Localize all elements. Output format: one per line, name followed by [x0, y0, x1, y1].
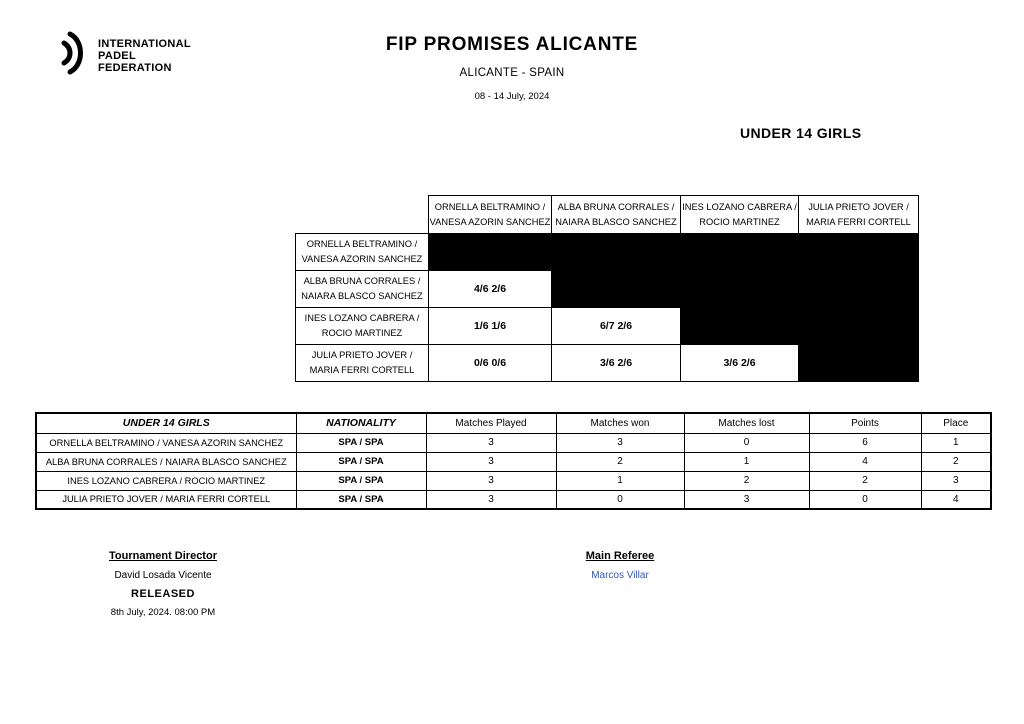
team-name-line: VANESA AZORIN SANCHEZ: [429, 216, 551, 227]
team-name-line: INES LOZANO CABRERA /: [304, 313, 420, 323]
standings-team-cell: INES LOZANO CABRERA / ROCIO MARTINEZ: [36, 471, 296, 490]
standings-header-nationality: NATIONALITY: [296, 413, 426, 433]
tournament-director-label: Tournament Director: [109, 550, 217, 562]
standings-played-cell: 3: [426, 433, 556, 452]
standings-points-cell: 2: [809, 471, 921, 490]
blocked-cell: [799, 345, 919, 382]
team-name-line: NAIARA BLASCO SANCHEZ: [301, 291, 423, 301]
tournament-director-name: David Losada Vicente: [114, 570, 212, 581]
team-name-line: MARIA FERRI CORTELL: [309, 365, 415, 375]
standings-header-lost: Matches lost: [684, 413, 809, 433]
standings-won-cell: 3: [556, 433, 684, 452]
standings-won-cell: 2: [556, 452, 684, 471]
standings-won-cell: 1: [556, 471, 684, 490]
category-title: UNDER 14 GIRLS: [740, 125, 862, 141]
matrix-row-header-team-4: [296, 345, 429, 382]
standings-place-cell: 1: [921, 433, 991, 452]
standings-nationality-cell: SPA / SPA: [296, 433, 426, 452]
team-name-line: NAIARA BLASCO SANCHEZ: [555, 216, 677, 227]
standings-played-cell: 3: [426, 490, 556, 509]
standings-header-place: Place: [921, 413, 991, 433]
match-score-cell: 0/6 0/6: [429, 345, 552, 382]
matrix-col-header-team-4: [799, 196, 919, 234]
standings-team-cell: JULIA PRIETO JOVER / MARIA FERRI CORTELL: [36, 490, 296, 509]
standings-place-cell: 2: [921, 452, 991, 471]
team-name-line: ORNELLA BELTRAMINO /: [434, 201, 546, 212]
matrix-corner: [296, 196, 429, 234]
standings-header-played: Matches Played: [426, 413, 556, 433]
matrix-row-header-team-3: [296, 308, 429, 345]
team-name-line: VANESA AZORIN SANCHEZ: [301, 254, 423, 264]
standings-lost-cell: 3: [684, 490, 809, 509]
event-location: ALICANTE - SPAIN: [459, 67, 565, 79]
standings-place-cell: 3: [921, 471, 991, 490]
matrix-row-header-team-1: [296, 234, 429, 271]
page-title: FIP PROMISES ALICANTE: [385, 34, 639, 55]
standings-lost-cell: 1: [684, 452, 809, 471]
standings-points-cell: 4: [809, 452, 921, 471]
logo-line-2: PADEL: [98, 49, 136, 62]
team-name-line: MARIA FERRI CORTELL: [806, 216, 911, 227]
standings-table: [35, 412, 992, 510]
matrix-col-header-team-2: [552, 196, 681, 234]
team-name-line: JULIA PRIETO JOVER /: [311, 350, 413, 360]
standings-header-category: UNDER 14 GIRLS: [36, 413, 296, 433]
blocked-cell: [552, 271, 681, 308]
team-name-line: JULIA PRIETO JOVER /: [808, 201, 909, 212]
main-referee-block: [558, 550, 682, 581]
team-name-line: ORNELLA BELTRAMINO /: [306, 239, 418, 249]
standings-lost-cell: 2: [684, 471, 809, 490]
standings-points-cell: 0: [809, 490, 921, 509]
standings-won-cell: 0: [556, 490, 684, 509]
standings-nationality-cell: SPA / SPA: [296, 452, 426, 471]
standings-points-cell: 6: [809, 433, 921, 452]
logo-line-1: INTERNATIONAL: [98, 37, 191, 50]
standings-nationality-cell: SPA / SPA: [296, 471, 426, 490]
matrix-col-header-team-1: [429, 196, 552, 234]
standings-header-won: Matches won: [556, 413, 684, 433]
standings-header-points: Points: [809, 413, 921, 433]
matrix-header-row: [296, 196, 919, 234]
matrix-row-team-3: [296, 308, 919, 345]
logo-line-3: FEDERATION: [98, 61, 172, 74]
match-score-cell: 1/6 1/6: [429, 308, 552, 345]
match-score-cell: 3/6 2/6: [681, 345, 799, 382]
standings-row: [36, 452, 991, 471]
standings-row: [36, 471, 991, 490]
match-score-cell: 3/6 2/6: [552, 345, 681, 382]
standings-row: [36, 490, 991, 509]
blocked-cell: [799, 308, 919, 345]
team-name-line: ROCIO MARTINEZ: [321, 328, 403, 338]
standings-nationality-cell: SPA / SPA: [296, 490, 426, 509]
release-timestamp: 8th July, 2024. 08:00 PM: [110, 607, 216, 618]
standings-header-row: [36, 413, 991, 433]
match-score-cell: 6/7 2/6: [552, 308, 681, 345]
matrix-col-header-team-3: [681, 196, 799, 234]
tournament-director-block: [84, 550, 242, 618]
blocked-cell: [681, 271, 799, 308]
blocked-cell: [552, 234, 681, 271]
matrix-row-team-1: [296, 234, 919, 271]
standings-team-cell: ALBA BRUNA CORRALES / NAIARA BLASCO SANCHEZ: [36, 452, 296, 471]
blocked-cell: [681, 234, 799, 271]
matrix-row-team-4: [296, 345, 919, 382]
released-status: RELEASED: [131, 588, 195, 600]
standings-played-cell: 3: [426, 452, 556, 471]
matrix-row-header-team-2: [296, 271, 429, 308]
blocked-cell: [681, 308, 799, 345]
team-name-line: ROCIO MARTINEZ: [699, 216, 780, 227]
standings-lost-cell: 0: [684, 433, 809, 452]
team-name-line: ALBA BRUNA CORRALES /: [557, 201, 675, 212]
referee-name[interactable]: Marcos Villar: [591, 570, 649, 581]
blocked-cell: [429, 234, 552, 271]
team-name-line: ALBA BRUNA CORRALES /: [303, 276, 421, 286]
standings-row: [36, 433, 991, 452]
match-score-cell: 4/6 2/6: [429, 271, 552, 308]
round-robin-matrix: [295, 195, 919, 382]
matrix-row-team-2: [296, 271, 919, 308]
blocked-cell: [799, 271, 919, 308]
standings-played-cell: 3: [426, 471, 556, 490]
blocked-cell: [799, 234, 919, 271]
event-dates: 08 - 14 July, 2024: [474, 91, 550, 102]
standings-team-cell: ORNELLA BELTRAMINO / VANESA AZORIN SANCHEZ: [36, 433, 296, 452]
main-referee-label: Main Referee: [585, 550, 655, 562]
standings-place-cell: 4: [921, 490, 991, 509]
team-name-line: INES LOZANO CABRERA /: [682, 201, 797, 212]
